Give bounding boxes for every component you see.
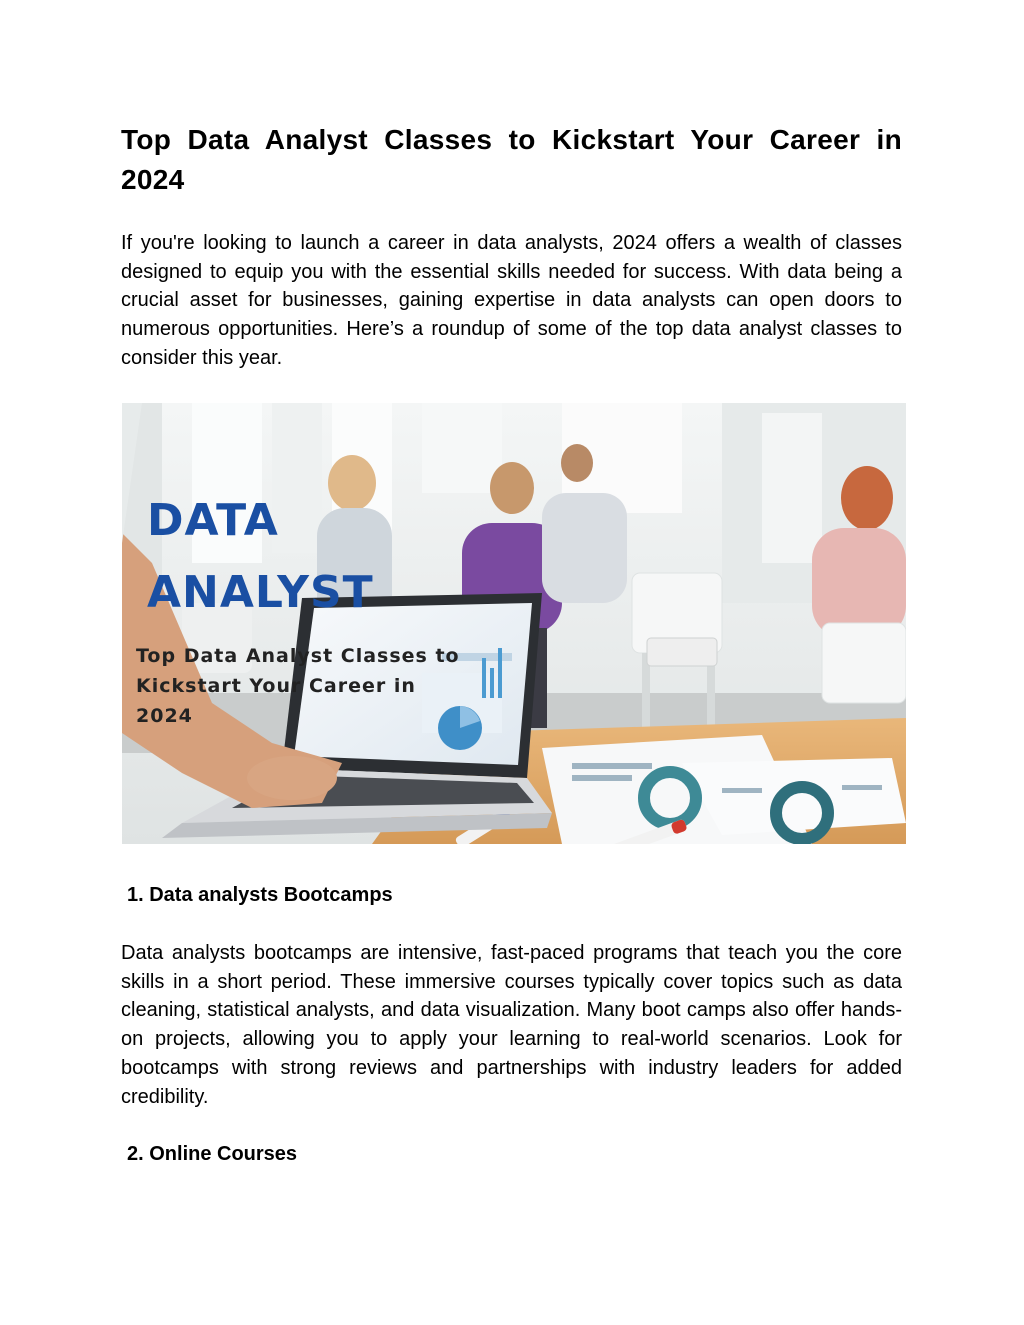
hero-caption-line3: 2024 — [136, 705, 193, 727]
hero-image — [122, 403, 906, 844]
section-heading-bootcamps: 1. Data analysts Bootcamps — [127, 884, 393, 906]
hero-caption-line2: Kickstart Your Career in — [136, 675, 416, 697]
section-heading-online-courses: 2. Online Courses — [127, 1143, 298, 1165]
intro-paragraph: If you're looking to launch a career in data analysts, 2024 offers a wealth of classes designed to equip you with the essential skills needed for success. With data being a crucial asset for businesses, gaining expertise in data analysts can open doors to numerous opportunities. Here’s a roundup of some of the top data analyst classes to consider this year. — [121, 232, 902, 369]
hero-heading-line2: ANALYST — [147, 567, 374, 618]
document-title: Top Data Analyst Classes to Kickstart Your Career in 2024 — [121, 124, 902, 195]
hero-caption-line1: Top Data Analyst Classes to — [136, 645, 460, 667]
section-body-bootcamps: Data analysts bootcamps are intensive, fast-paced programs that teach you the core skills in a short period. These immersive courses typically cover topics such as data cleaning, statistical analysts, and data visualization. Many boot camps also offer hands-on projects, allowing you to apply your learning to real-world scenarios. Look for bootcamps with strong reviews and partnerships with industry leaders for added credibility. — [121, 942, 902, 1108]
hero-overlay — [122, 403, 906, 844]
hero-heading-line1: DATA — [147, 495, 279, 546]
